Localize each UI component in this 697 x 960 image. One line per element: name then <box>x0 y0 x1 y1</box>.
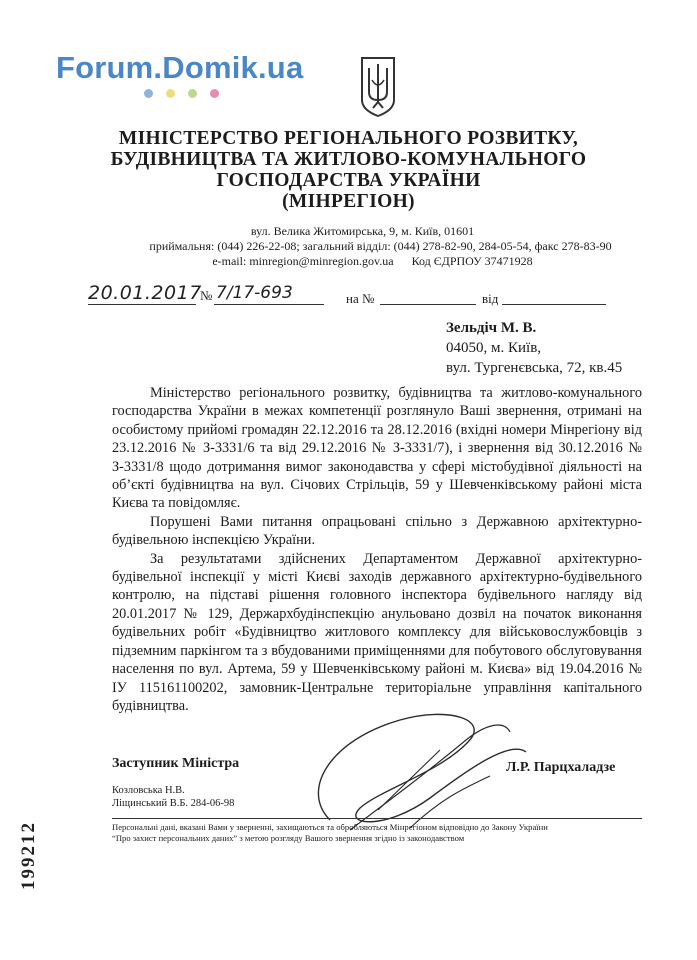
ministry-title-line: ГОСПОДАРСТВА УКРАЇНИ <box>216 170 481 191</box>
recipient-block <box>446 318 622 378</box>
registration-date: 20.01.2017 <box>88 282 202 304</box>
trident-emblem-icon <box>358 56 398 118</box>
watermark-dot <box>188 89 197 98</box>
ministry-header <box>0 128 697 212</box>
ministry-edrpou: Код ЄДРПОУ 37471928 <box>411 254 533 268</box>
registration-line <box>88 282 648 312</box>
ministry-phones: приймальня: (044) 226-22-08; загальний відділ: (044) 278-82-90, 284-05-54, факс 278-83-90 <box>149 239 612 253</box>
executors-block <box>112 784 234 810</box>
recipient-street: вул. Тургенєвська, 72, кв.45 <box>446 360 623 376</box>
recipient-city: 04050, м. Київ, <box>446 340 542 356</box>
signer-position: Заступник Міністра <box>112 756 240 771</box>
executor-line: Ліщинський В.Б. 284-06-98 <box>112 798 235 809</box>
watermark-dot <box>144 89 153 98</box>
reference-number-label: на № <box>346 291 375 306</box>
reference-date-label: від <box>482 291 499 306</box>
ministry-contacts <box>0 224 697 269</box>
ministry-title-line: БУДІВНИЦТВА ТА ЖИТЛОВО-КОМУНАЛЬНОГО <box>110 149 587 170</box>
privacy-footnote <box>112 822 648 844</box>
ministry-email: e-mail: minregion@minregion.gov.ua <box>212 254 394 268</box>
ministry-abbreviation: (МІНРЕГІОН) <box>282 191 415 212</box>
ministry-email-line <box>0 254 697 269</box>
footnote-line: Персональні дані, вказані Вами у зверненні, захищаються та обробляються Мінрегіоном відповідно до Закону України <box>112 822 548 832</box>
body-paragraph: Порушені Вами питання опрацьовані спільно з Державною архітектурно-будівельною інспекцією України. <box>112 513 642 549</box>
executor-line: Козловська Н.В. <box>112 785 185 796</box>
registration-number-label: № <box>200 288 213 303</box>
signer-name: Л.Р. Парцхаладзе <box>506 760 616 775</box>
registry-stamp-number: 199212 <box>18 821 39 890</box>
ministry-title-line: МІНІСТЕРСТВО РЕГІОНАЛЬНОГО РОЗВИТКУ, <box>118 128 579 149</box>
site-watermark: Forum.Domik.ua <box>56 50 304 85</box>
body-paragraph: Міністерство регіонального розвитку, будівництва та житлово-комунального господарства України в межах компетенції розглянуло Ваші звернення, отримані на особистому прийомі громадян 22.12.2016 та 28.12.2016 (вхідні номери Мінрегіону від 23.12.2016 № З-3331/6 та від 29.12.2016 № З-3331/7), і звернення від 30.12.2016 № З-3331/8 щодо дотримання вимог законодавства у сфері містобудівної діяльності на об’єкті будівництва на вул. Січових Стрільців, 59 у Шевченківському районі міста Києва та повідомляє. <box>112 385 642 512</box>
footnote-divider <box>112 818 642 819</box>
body-paragraph: За результатами здійснених Департаментом Державної архітектурно-будівельної інспекції у місті Києві заходів державного архітектурно-будівельного контролю, на підставі рішення головного інспектора будівельного нагляду від 20.01.2017 № 129, Держархбудінспекцію анульовано дозвіл на початок виконання будівельних робіт «Будівництво житлового комплексу для військовослужбовців з підземним паркінгом та з вбудованими приміщеннями для побутового обслуговування населення по вул. Артема, 59 у Шевченківському районі м. Києва» від 19.04.2016 № ІУ 115161100202, замовник-Центральне територіальне управління капітального будівництва. <box>112 550 642 714</box>
letter-body <box>112 384 642 715</box>
watermark-dot <box>210 89 219 98</box>
watermark-dots <box>144 89 219 98</box>
footnote-line: “Про захист персональних даних” з метою розгляду Вашого звернення згідно із законодавством <box>112 833 465 843</box>
recipient-name: Зельдіч М. В. <box>446 320 537 336</box>
registration-number: 7/17-693 <box>216 283 293 303</box>
ministry-address: вул. Велика Житомирська, 9, м. Київ, 01601 <box>250 224 475 238</box>
watermark-dot <box>166 89 175 98</box>
